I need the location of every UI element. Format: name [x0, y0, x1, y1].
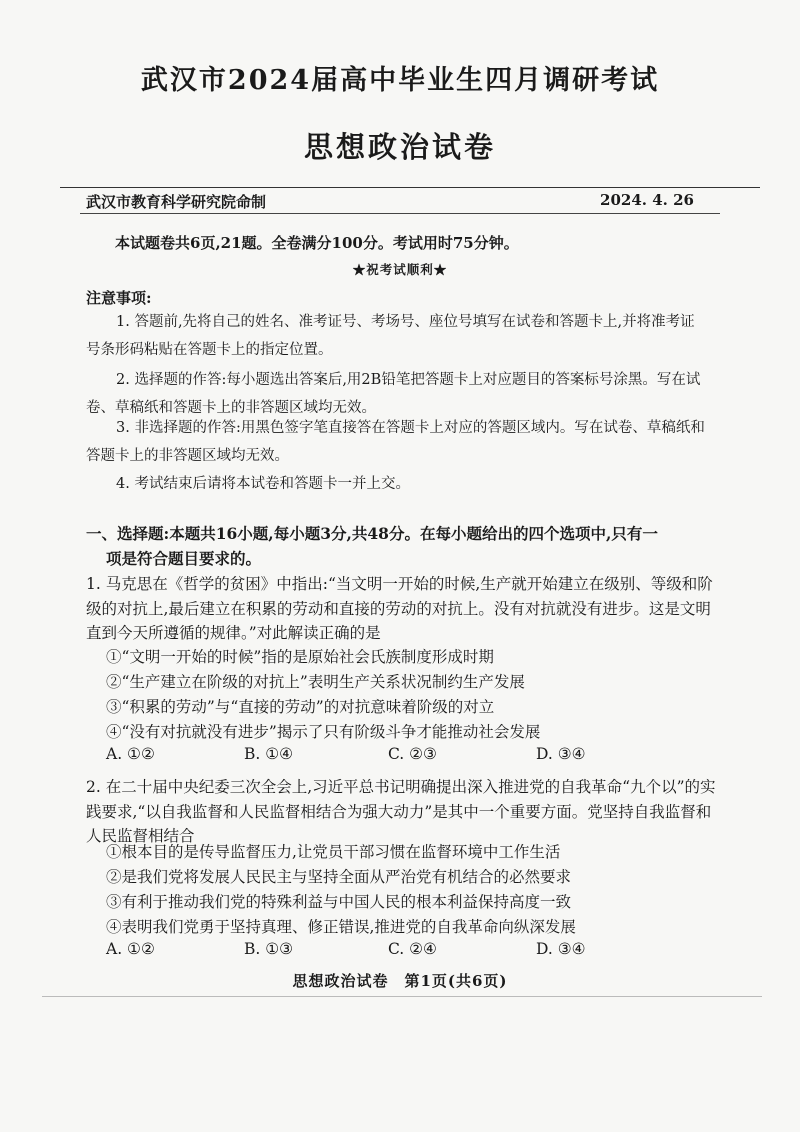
- question-2-option-2: ②是我们党将发展人民民主与坚持全面从严治党有机结合的必然要求: [106, 868, 572, 886]
- footer-rule: [42, 996, 762, 997]
- notice-heading: 注意事项:: [86, 289, 152, 307]
- question-2-choice-a: A. ①②: [106, 940, 155, 958]
- section-heading-line-1: 一、选择题:本题共16小题,每小题3分,共48分。在每小题给出的四个选项中,只有一: [86, 524, 658, 543]
- exam-date: 2024. 4. 26: [600, 191, 694, 209]
- question-2-stem: 2. 在二十届中央纪委三次全会上,习近平总书记明确提出深入推进党的自我革命“九个以”的实践要求,“以自我监督和人民监督相结合为强大动力”是其中一个重要方面。党坚持自我监督和人民监督相结合: [86, 778, 716, 845]
- question-1-choice-c: C. ②③: [388, 745, 437, 763]
- question-1-choice-b: B. ①④: [244, 745, 294, 763]
- question-2-option-1: ①根本目的是传导监督压力,让党员干部习惯在监督环境中工作生活: [106, 843, 561, 861]
- question-1-option-2: ②“生产建立在阶级的对抗上”表明生产关系状况制约生产发展: [106, 673, 525, 691]
- exam-title: 武汉市2024届高中毕业生四月调研考试: [140, 65, 660, 96]
- exam-intro: 本试题卷共6页,21题。全卷满分100分。考试用时75分钟。: [115, 234, 519, 252]
- question-1-option-3: ③“积累的劳动”与“直接的劳动”的对抗意味着阶级的对立: [106, 698, 495, 716]
- section-heading: [86, 521, 726, 571]
- section-heading-line-2: 项是符合题目要求的。: [106, 549, 262, 568]
- header-rule-top: [60, 187, 760, 188]
- notice-item-1: 1. 答题前,先将自己的姓名、准考证号、考场号、座位号填写在试卷和答题卡上,并将准考证号条形码粘贴在答题卡上的指定位置。: [86, 314, 695, 358]
- question-1-option-1: ①“文明一开始的时候”指的是原始社会氏族制度形成时期: [106, 648, 494, 666]
- question-1-choice-d: D. ③④: [536, 745, 586, 763]
- question-1-stem: 1. 马克思在《哲学的贫困》中指出:“当文明一开始的时候,生产就开始建立在级别、等级和阶级的对抗上,最后建立在积累的劳动和直接的劳动的对抗上。没有对抗就没有进步。这是文明直到今天所遵循的规律。”对此解读正确的是: [86, 575, 713, 642]
- question-2-choice-c: C. ②④: [388, 940, 437, 958]
- notice-item-2: 2. 选择题的作答:每小题选出答案后,用2B铅笔把答题卡上对应题目的答案标号涂黑。写在试卷、草稿纸和答题卡上的非答题区域均无效。: [86, 372, 701, 416]
- header-rule-bottom: [80, 213, 720, 214]
- question-2-option-3: ③有利于推动我们党的特殊利益与中国人民的根本利益保持高度一致: [106, 893, 572, 911]
- notice-item-3: 3. 非选择题的作答:用黑色签字笔直接答在答题卡上对应的答题区域内。写在试卷、草稿纸和答题卡上的非答题区域均无效。: [86, 420, 705, 464]
- question-1-choice-a: A. ①②: [106, 745, 155, 763]
- page-footer: 思想政治试卷 第1页(共6页): [292, 972, 508, 990]
- subject-title: 思想政治试卷: [303, 130, 496, 164]
- issuer-text: 武汉市教育科学研究院命制: [86, 193, 267, 211]
- question-2-choice-d: D. ③④: [536, 940, 586, 958]
- question-2-option-4: ④表明我们党勇于坚持真理、修正错误,推进党的自我革命向纵深发展: [106, 918, 576, 936]
- good-luck-banner: ★祝考试顺利★: [352, 262, 448, 277]
- notice-item-4: 4. 考试结束后请将本试卷和答题卡一并上交。: [116, 476, 410, 492]
- question-1-option-4: ④“没有对抗就没有进步”揭示了只有阶级斗争才能推动社会发展: [106, 723, 541, 741]
- question-2-choice-b: B. ①③: [244, 940, 294, 958]
